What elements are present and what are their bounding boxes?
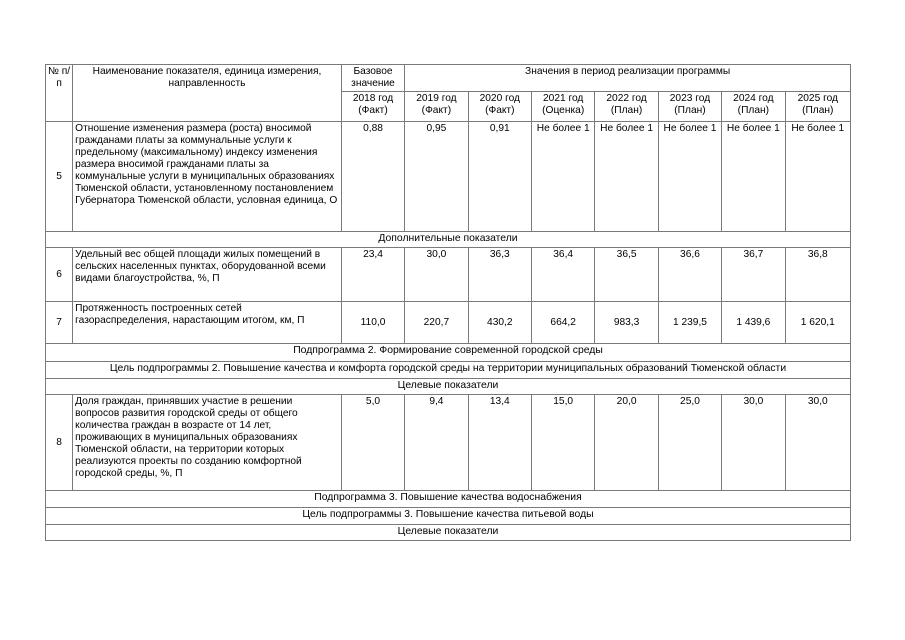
value-cell: 30,0 [722, 395, 785, 491]
header-year: 2020 год (Факт) [468, 92, 531, 122]
table-row [46, 395, 851, 491]
section-row [46, 525, 851, 541]
value-cell: 36,7 [722, 248, 785, 302]
row-number: 6 [46, 248, 73, 302]
indicator-name: Удельный вес общей площади жилых помещений в сельских населенных пунктах, оборудованной всеми видами благоустройства, %, П [73, 248, 342, 302]
row-number: 5 [46, 122, 73, 232]
row-number: 7 [46, 302, 73, 344]
value-cell: 664,2 [531, 302, 594, 344]
value-cell: 36,6 [658, 248, 721, 302]
subprogram-title: Подпрограмма 2. Формирование современной городской среды [46, 344, 851, 362]
subprogram-title: Подпрограмма 3. Повышение качества водоснабжения [46, 491, 851, 508]
header-year: 2024 год (План) [722, 92, 785, 122]
section-row [46, 491, 851, 508]
header-year: 2022 год (План) [595, 92, 658, 122]
header-num: № п/п [46, 65, 73, 122]
value-cell: 36,3 [468, 248, 531, 302]
value-cell: 1 620,1 [785, 302, 850, 344]
header-year: 2019 год (Факт) [405, 92, 468, 122]
value-cell: Не более 1 [722, 122, 785, 232]
section-row [46, 379, 851, 395]
value-cell: 36,5 [595, 248, 658, 302]
value-cell: 36,4 [531, 248, 594, 302]
indicator-name: Протяженность построенных сетей газораспределения, нарастающим итогом, км, П [73, 302, 342, 344]
value-cell: 110,0 [341, 302, 404, 344]
value-cell: 983,3 [595, 302, 658, 344]
table-row [46, 302, 851, 344]
value-cell: 430,2 [468, 302, 531, 344]
value-cell: 0,95 [405, 122, 468, 232]
value-cell: 0,91 [468, 122, 531, 232]
indicators-table [45, 64, 851, 541]
header-base: Базовое значение [341, 65, 404, 92]
section-row [46, 232, 851, 248]
section-title: Целевые показатели [46, 379, 851, 395]
header-year: 2018 год (Факт) [341, 92, 404, 122]
header-period: Значения в период реализации программы [405, 65, 851, 92]
section-row [46, 362, 851, 379]
value-cell: 1 239,5 [658, 302, 721, 344]
header-year: 2023 год (План) [658, 92, 721, 122]
indicator-name: Отношение изменения размера (роста) вносимой гражданами платы за коммунальные услуги к предельному (максимальному) индексу изменения размера вносимой гражданами платы за коммунальные услуги в муниципальных образованиях Тюменской области, установленному постановлением Губернатора Тюменской области, условная единица, О [73, 122, 342, 232]
value-cell: 13,4 [468, 395, 531, 491]
value-cell: Не более 1 [531, 122, 594, 232]
section-row [46, 508, 851, 525]
indicator-name: Доля граждан, принявших участие в решении вопросов развития городской среды от общего количества граждан в возрасте от 14 лет, проживающих в муниципальных образованиях Тюменской области, на территории которых реализуются проекты по созданию комфортной городской среды, %, П [73, 395, 342, 491]
subprogram-goal: Цель подпрограммы 2. Повышение качества и комфорта городской среды на территории муниципальных образований Тюменской области [46, 362, 851, 379]
section-row [46, 344, 851, 362]
value-cell: 36,8 [785, 248, 850, 302]
header-year: 2021 год (Оценка) [531, 92, 594, 122]
value-cell: 25,0 [658, 395, 721, 491]
value-cell: Не более 1 [785, 122, 850, 232]
value-cell: Не более 1 [595, 122, 658, 232]
value-cell: 23,4 [341, 248, 404, 302]
value-cell: 20,0 [595, 395, 658, 491]
value-cell: 1 439,6 [722, 302, 785, 344]
header-year: 2025 год (План) [785, 92, 850, 122]
subprogram-goal: Цель подпрограммы 3. Повышение качества питьевой воды [46, 508, 851, 525]
value-cell: Не более 1 [658, 122, 721, 232]
section-title: Целевые показатели [46, 525, 851, 541]
header-row-top [46, 65, 851, 92]
value-cell: 9,4 [405, 395, 468, 491]
header-name: Наименование показателя, единица измерения, направленность [73, 65, 342, 122]
row-number: 8 [46, 395, 73, 491]
table-row [46, 122, 851, 232]
value-cell: 30,0 [405, 248, 468, 302]
value-cell: 5,0 [341, 395, 404, 491]
value-cell: 30,0 [785, 395, 850, 491]
value-cell: 15,0 [531, 395, 594, 491]
value-cell: 220,7 [405, 302, 468, 344]
table-row [46, 248, 851, 302]
value-cell: 0,88 [341, 122, 404, 232]
section-title: Дополнительные показатели [46, 232, 851, 248]
